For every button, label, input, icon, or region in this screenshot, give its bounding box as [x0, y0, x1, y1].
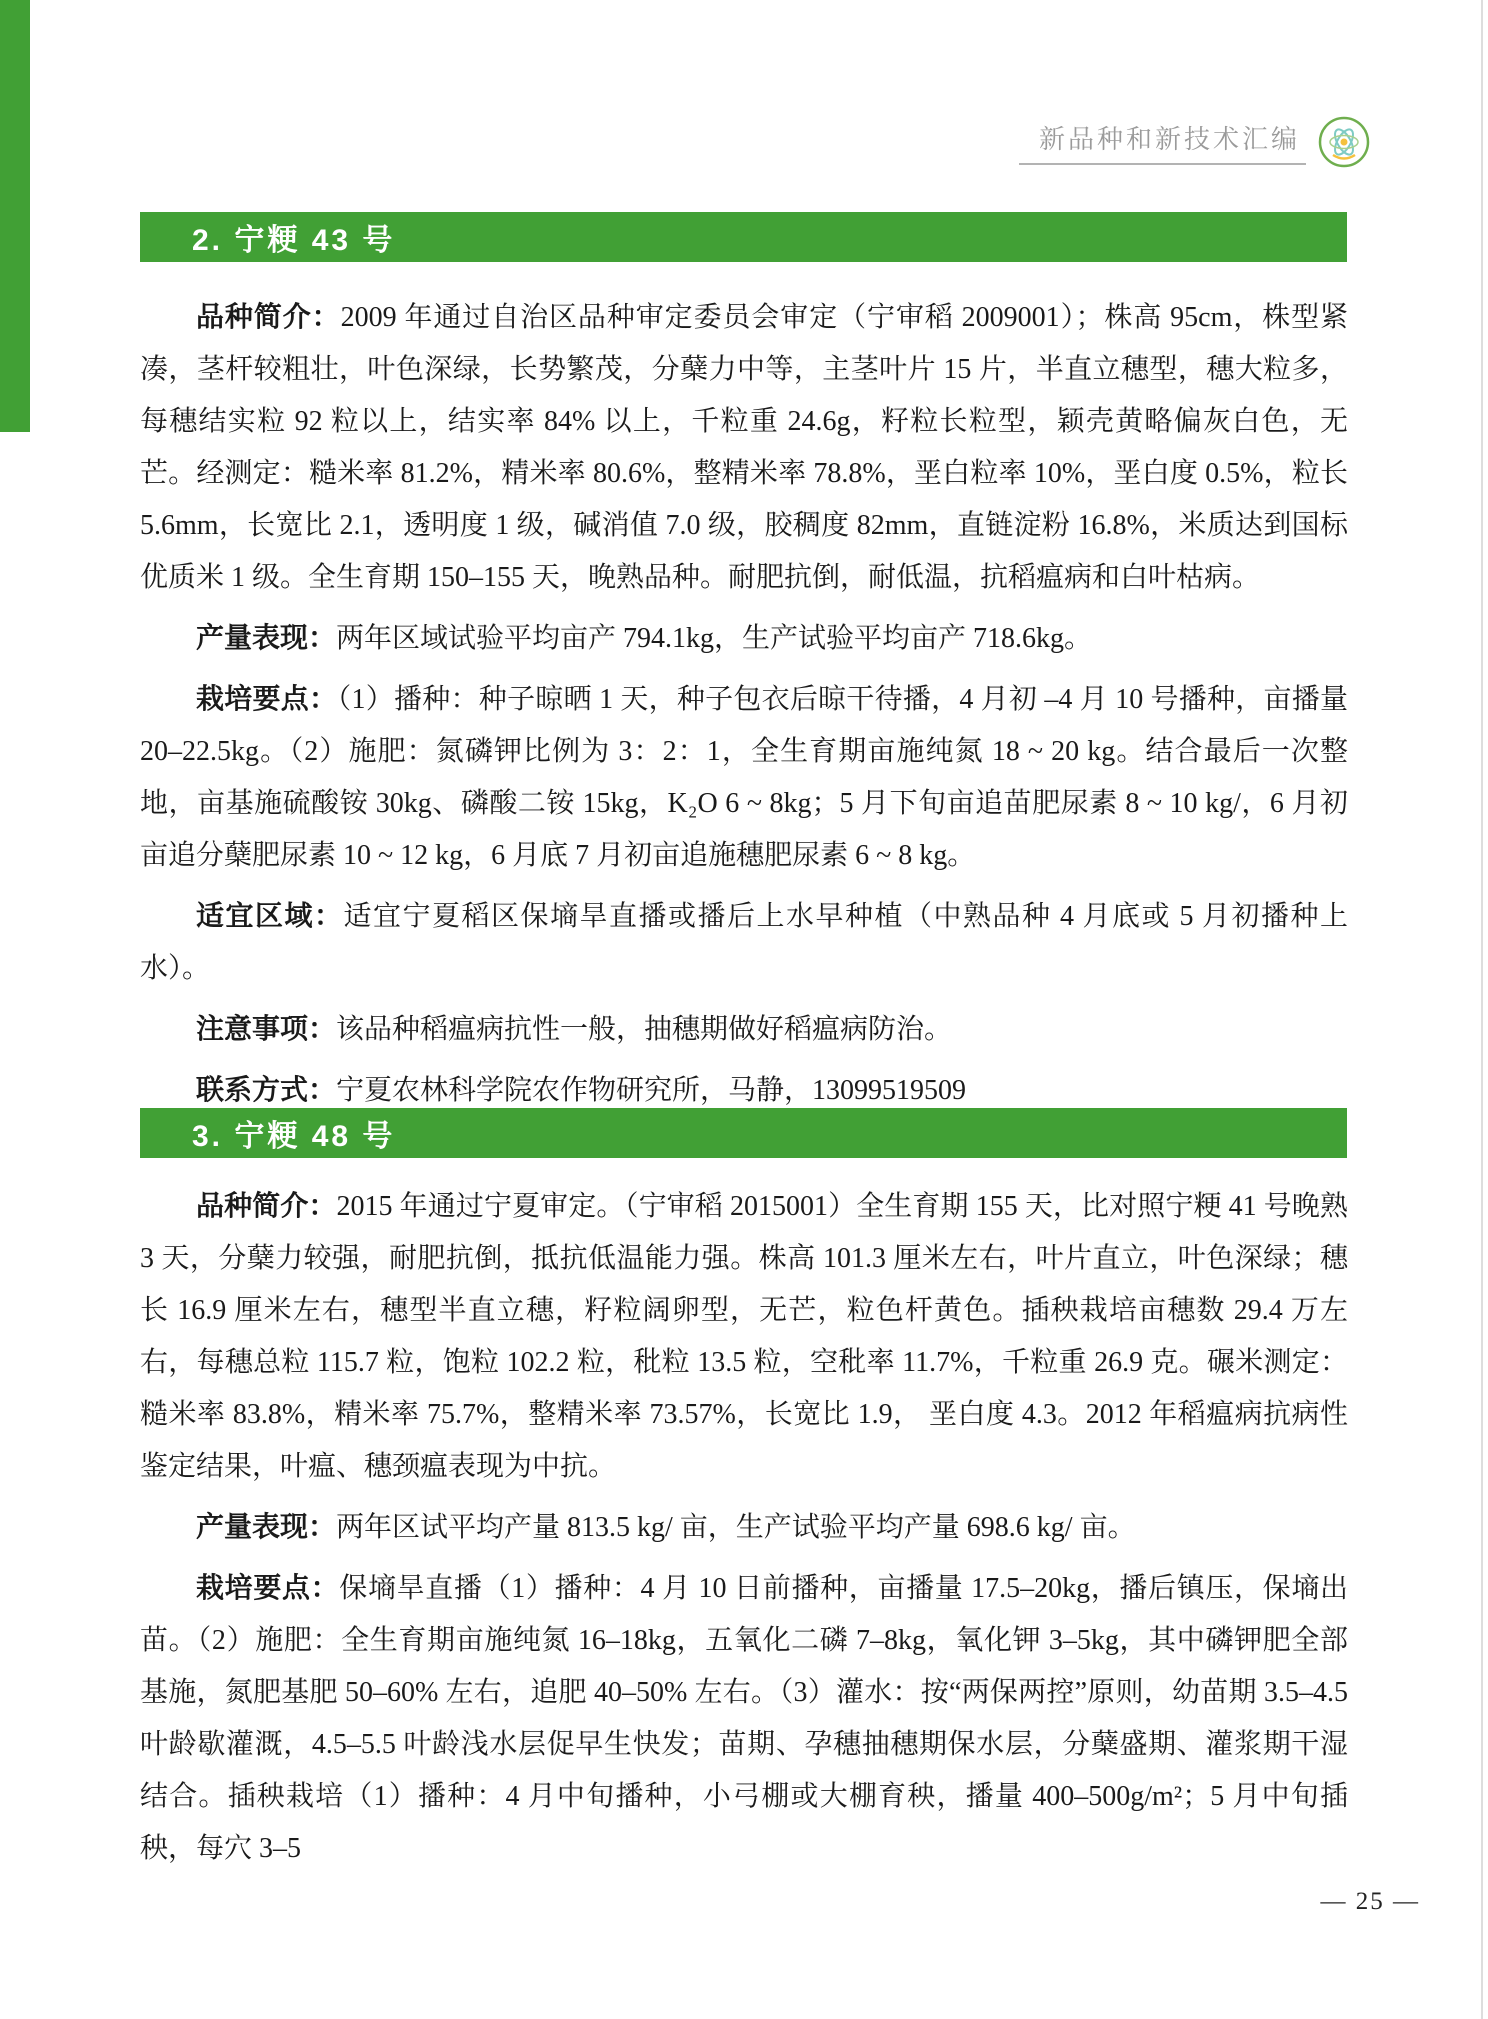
paragraph-yield — [140, 1501, 1348, 1554]
paragraph-label: 产量表现： — [196, 1511, 337, 1542]
paragraph-text: 该品种稻瘟病抗性一般，抽穗期做好稻瘟病防治。 — [336, 1014, 953, 1045]
section-3-body — [140, 1180, 1348, 1875]
paragraph-label: 栽培要点： — [196, 1572, 340, 1603]
paragraph-label: 品种简介： — [196, 301, 341, 332]
paragraph-yield — [140, 612, 1348, 665]
paragraph-variety-intro — [140, 291, 1348, 604]
paragraph-label: 品种简介： — [196, 1190, 337, 1221]
paragraph-cultivation — [140, 673, 1348, 882]
paragraph-text: （1）播种：种子晾晒 1 天，种子包衣后晾干待播，4 月初 –4 月 10 号播种，亩播量 20–22.5kg。（2）施肥：氮磷钾比例为 3：2：1，全生育期亩施纯氮 18 ~ 20 kg。结合最后一次整地，亩基施硫酸铵 30kg、磷酸二铵 15kg，K₂O 6 ~ 8kg；5 月下旬亩追苗肥尿素 8 ~ 10 kg/，6 月初亩追分蘖肥尿素 10 ~ 12 kg，6 月底 7 月初亩追施穗肥尿素 6 ~ 8 kg。 — [140, 684, 1348, 871]
section-3-title: 3. 宁粳 48 号 — [192, 1120, 396, 1153]
paragraph-cultivation — [140, 1562, 1348, 1875]
paragraph-text: 两年区域试验平均亩产 794.1kg，生产试验平均亩产 718.6kg。 — [336, 623, 1093, 654]
section-3-title-bar — [140, 1108, 1347, 1158]
academy-seal-icon — [1318, 116, 1370, 168]
paragraph-text: 2015 年通过宁夏审定。（宁审稻 2015001）全生育期 155 天，比对照宁粳 41 号晚熟 3 天，分蘖力较强，耐肥抗倒，抵抗低温能力强。株高 101.3 厘米左右，叶片直立，叶色深绿；穗长 16.9 厘米左右，穗型半直立穗，籽粒阔卵型，无芒，粒色杆黄色。插秧栽培亩穗数 29.4 万左右，每穗总粒 115.7 粒，饱粒 102.2 粒，秕粒 13.5 粒，空秕率 11.7%，千粒重 26.9 克。碾米测定：糙米率 83.8%，精米率 75.7%，整精米率 73.57%，长宽比 1.9， 垩白度 4.3。2012 年稻瘟病抗病性鉴定结果，叶瘟、穗颈瘟表现为中抗。 — [140, 1191, 1348, 1482]
paragraph-text: 保墒旱直播（1）播种：4 月 10 日前播种，亩播量 17.5–20kg，播后镇压，保墒出苗。（2）施肥：全生育期亩施纯氮 16–18kg，五氧化二磷 7–8kg，氧化钾 3–5kg，其中磷钾肥全部基施，氮肥基肥 50–60% 左右，追肥 40–50% 左右。（3）灌水：按“两保两控”原则，幼苗期 3.5–4.5 叶龄歇灌溉，4.5–5.5 叶龄浅水层促早生快发；苗期、孕穗抽穗期保水层，分蘖盛期、灌浆期干湿结合。插秧栽培（1）播种：4 月中旬播种，小弓棚或大棚育秧，播量 400–500g/m²；5 月中旬插秧，每穴 3–5 — [140, 1573, 1348, 1864]
header-title-underline — [1019, 119, 1306, 165]
paragraph-notes — [140, 1003, 1348, 1056]
left-green-strip — [0, 0, 30, 432]
paragraph-text: 适宜宁夏稻区保墒旱直播或播后上水早种植（中熟品种 4 月底或 5 月初播种上水）。 — [140, 901, 1348, 984]
header-title: 新品种和新技术汇编 — [1038, 124, 1300, 154]
paragraph-label: 联系方式： — [196, 1074, 337, 1105]
section-2-title-bar — [140, 212, 1347, 262]
paragraph-text: 两年区试平均产量 813.5 kg/ 亩，生产试验平均产量 698.6 kg/ 亩。 — [336, 1512, 1136, 1543]
paragraph-suitable-region — [140, 890, 1348, 995]
paragraph-label: 适宜区域： — [196, 900, 344, 931]
section-2-body — [140, 291, 1348, 1117]
page-number: — 25 — — [1320, 1888, 1420, 1915]
paragraph-label: 产量表现： — [196, 622, 337, 653]
paragraph-label: 栽培要点： — [196, 683, 338, 714]
page-right-edge — [1481, 0, 1483, 2019]
page-header — [1019, 116, 1370, 168]
paragraph-variety-intro — [140, 1180, 1348, 1493]
paragraph-label: 注意事项： — [196, 1013, 337, 1044]
section-2-title: 2. 宁粳 43 号 — [192, 224, 396, 257]
paragraph-text: 2009 年通过自治区品种审定委员会审定（宁审稻 2009001）；株高 95cm，株型紧凑，茎杆较粗壮，叶色深绿，长势繁茂，分蘖力中等，主茎叶片 15 片，半直立穗型，穗大粒多，每穗结实粒 92 粒以上，结实率 84% 以上，千粒重 24.6g，籽粒长粒型，颖壳黄略偏灰白色，无芒。经测定：糙米率 81.2%，精米率 80.6%，整精米率 78.8%，垩白粒率 10%，垩白度 0.5%，粒长 5.6mm，长宽比 2.1，透明度 1 级，碱消值 7.0 级，胶稠度 82mm，直链淀粉 16.8%，米质达到国标优质米 1 级。全生育期 150–155 天，晚熟品种。耐肥抗倒，耐低温，抗稻瘟病和白叶枯病。 — [140, 302, 1348, 593]
paragraph-text: 宁夏农林科学院农作物研究所，马静，13099519509 — [336, 1075, 967, 1106]
